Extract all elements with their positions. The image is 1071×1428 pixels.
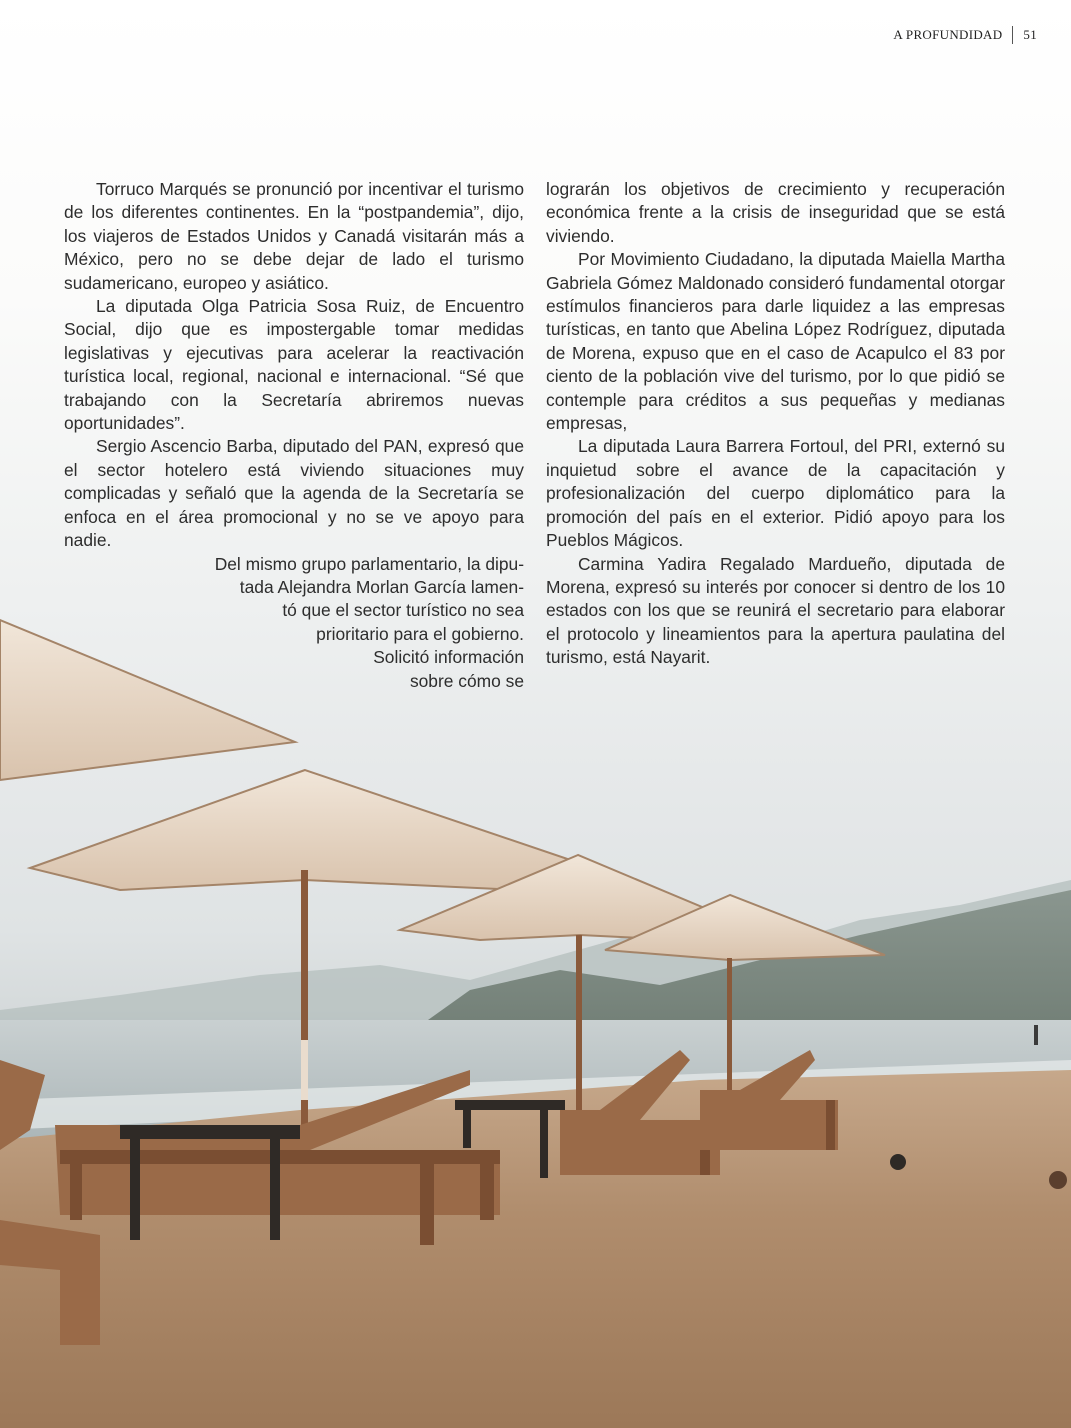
text-line: Solicitó información	[373, 647, 524, 668]
paragraph: lograrán los objetivos de crecimiento y recuperación económica frente a la crisis de inseguridad que se está viviendo.	[546, 179, 1005, 246]
text-line: tada Alejandra Morlan García lamen-	[239, 576, 524, 597]
umbrella-pole-center	[301, 870, 308, 1160]
running-head	[893, 26, 1037, 44]
paragraph-wrapped-around-image	[64, 553, 524, 693]
article-column-right	[546, 178, 1005, 670]
header-divider	[1012, 26, 1013, 44]
text-line: prioritario para el gobierno.	[316, 623, 524, 644]
page-number: 51	[1023, 27, 1037, 42]
bird-left	[890, 1154, 906, 1170]
paragraph: Sergio Ascencio Barba, diputado del PAN, expresó que el sector hotelero está viviendo situaciones muy complicadas y señaló que la agenda de la Secretaría se enfoca en el área promocional y no se ve apoyo para nadie.	[64, 436, 524, 551]
text-line: tó que el sector turístico no sea	[282, 600, 524, 621]
paragraph: La diputada Olga Patricia Sosa Ruiz, de Encuentro Social, dijo que es impostergable tomar medidas legislativas y ejecutivas para acelerar la reactivación turística local, regional, nacional e internacional. “Sé que trabajando con la Secretaría abriremos nuevas oportunidades”.	[64, 296, 524, 434]
article-column-left	[64, 178, 524, 693]
pole-band	[301, 1040, 308, 1100]
distant-person	[1034, 1025, 1038, 1045]
paragraph: La diputada Laura Barrera Fortoul, del PRI, externó su inquietud sobre el avance de la capacitación y profesionalización del cuerpo diplomático para la promoción del país en el exterior. Pidió apoyo para los Pueblos Mágicos.	[546, 436, 1005, 551]
umbrella-canopy-center	[30, 770, 600, 890]
paragraph: Carmina Yadira Regalado Mardueño, diputada de Morena, expresó su interés por conocer si dentro de los 10 estados con los que se reunirá el secretario para elaborar el protocolo y lineamientos para la apertura paulatina del turismo, está Nayarit.	[546, 553, 1005, 668]
paragraph: Por Movimiento Ciudadano, la diputada Maiella Martha Gabriela Gómez Maldonado consideró fundamental otorgar estímulos financieros para darle liquidez a las empresas turísticas, en tanto que Abelina López Rodríguez, diputada de Morena, expuso que en el caso de Acapulco el 83 por ciento de la población vive del turismo, por lo que pidió se contemple para créditos a sus pequeñas y medianas empresas,	[546, 249, 1005, 434]
section-title: A PROFUNDIDAD	[893, 27, 1003, 42]
bird-right	[1049, 1171, 1067, 1189]
paragraph: Torruco Marqués se pronunció por incentivar el turismo de los diferentes continentes. En la “postpandemia”, dijo, los viajeros de Estados Unidos y Canadá visitarán más a México, pero no se debe dejar de lado el turismo sudamericano, europeo y asiático.	[64, 179, 524, 293]
text-line: Del mismo grupo parlamentario, la dipu-	[214, 553, 524, 574]
text-line: sobre cómo se	[409, 670, 524, 691]
